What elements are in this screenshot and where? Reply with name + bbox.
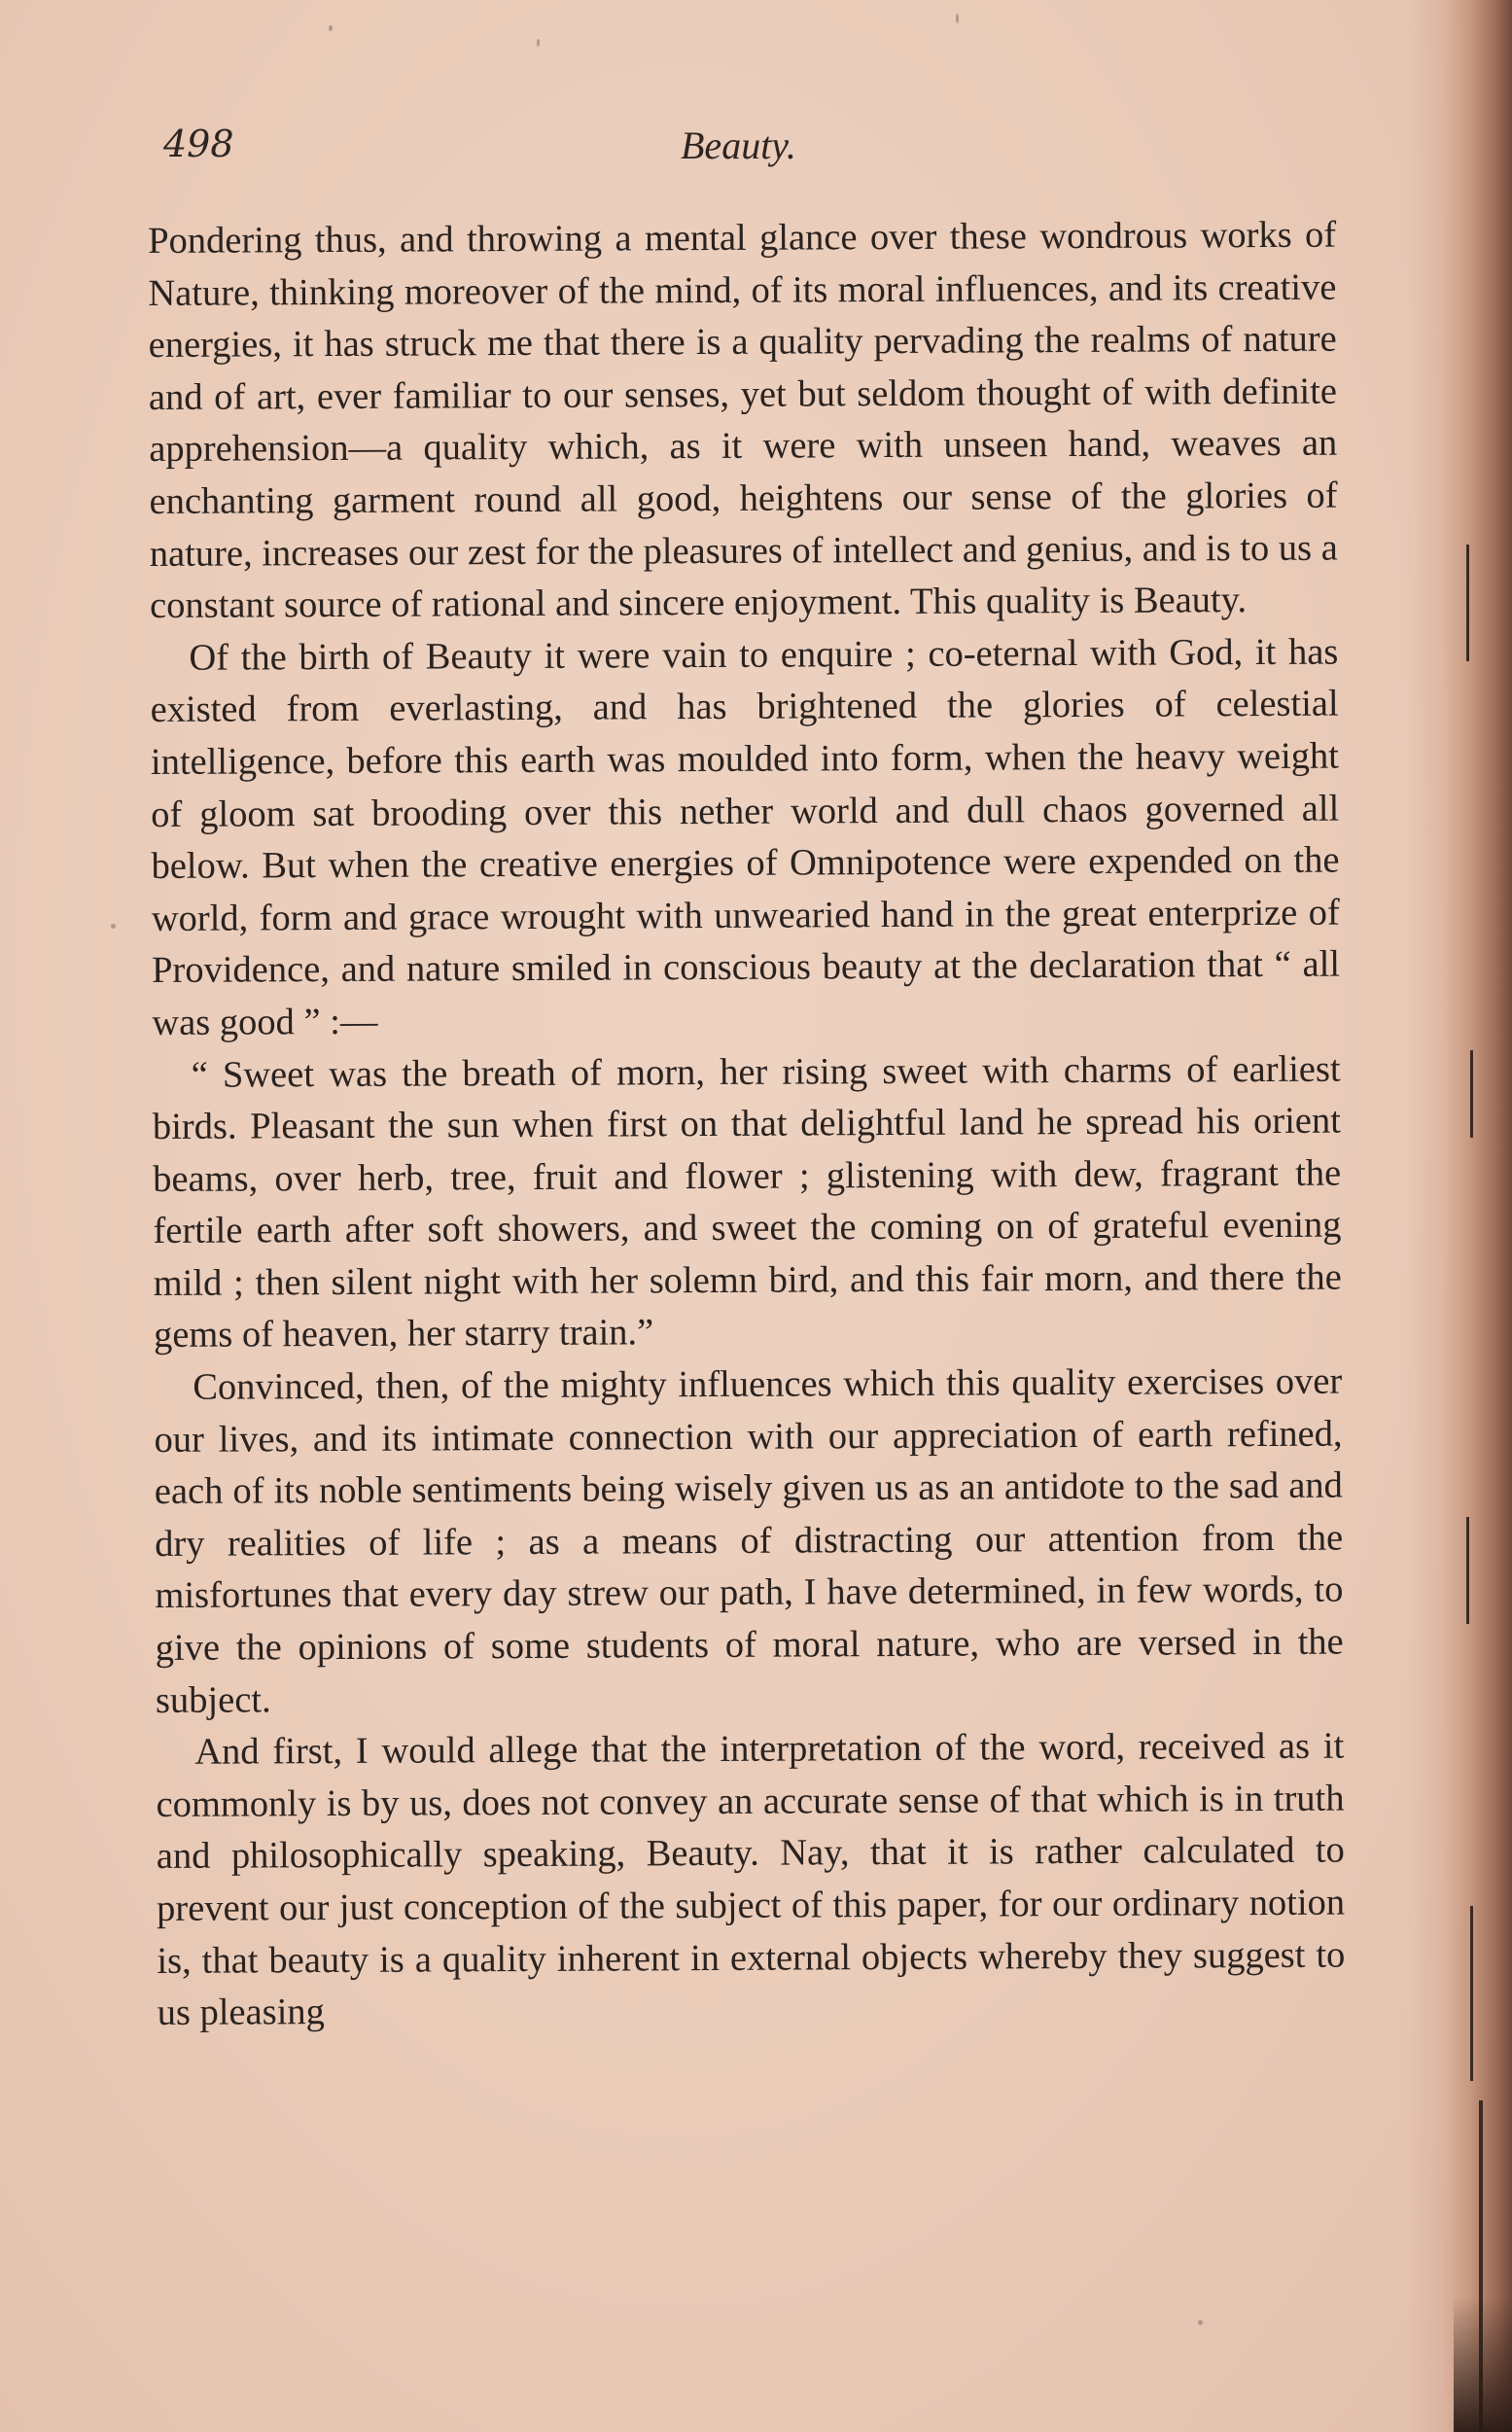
- body-text: [148, 210, 1346, 2040]
- running-title: Beauty.: [681, 123, 796, 167]
- paragraph: Pondering thus, and throwing a mental glance over these wondrous works of Nature, thinking moreover of the mind, of its moral influences, and its creative energies, it has struck me that there is a quality pervading the realms of nature and of art, ever familiar to our senses, yet but seldom thought of with definite apprehension—a quality which, as it were with unseen hand, weaves an enchanting garment round all good, heightens our sense of the glories of nature, increases our zest for the pleasures of intellect and genius, and is to us a constant source of rational and sincere enjoyment. This quality is Beauty.: [148, 214, 1338, 627]
- paragraph: Of the birth of Beauty it were vain to enquire ; co-eternal with God, it has existed from everlasting, and has brightened the glories of celestial intelligence, before this earth was moulded into form, when the heavy weight of gloom sat brooding over this nether world and dull chaos governed all below. But when the creative energies of Omnipotence were expended on the world, form and grace wrought with unwearied hand in the great enterprize of Providence, and nature smiled in conscious beauty at the declaration that “ all was good ” :—: [150, 631, 1341, 1043]
- binding-edge-line: [1470, 1050, 1473, 1138]
- paper-speck: [956, 14, 959, 23]
- paper-speck: [1198, 2320, 1203, 2325]
- paper-speck: [329, 25, 333, 31]
- paper-speck: [537, 39, 540, 47]
- page-gutter-shadow: [1405, 0, 1512, 2432]
- page-corner-shadow: [1454, 2296, 1512, 2432]
- binding-edge-line: [1466, 1517, 1469, 1624]
- page-header: [163, 123, 1330, 181]
- paragraph: And first, I would allege that the interpretation of the word, received as it commonly is by us, does not convey an accurate sense of that which is in truth and philosophically speaking, Beauty. Nay, that it is rather calculated to prevent our just conception of the subject of this paper, for our ordinary notion is, that beauty is a quality inherent in external objects whereby they suggest to us pleasing: [156, 1725, 1346, 2034]
- quotation-paragraph: “ Sweet was the breath of morn, her rising sweet with charms of earliest birds. Pleasant the sun when first on that delightful land he spread his orient beams, over herb, tree, fruit and flower ; glistening with dew, fragrant the fertile earth after soft showers, and sweet the coming on of grateful evening mild ; then silent night with her solemn bird, and this fair morn, and there the gems of heaven, her starry train.”: [152, 1048, 1342, 1357]
- page-number: 498: [163, 123, 234, 165]
- paragraph: Convinced, then, of the mighty influences which this quality exercises over our lives, and its intimate connection with our appreciation of earth refined, each of its noble sentiments being wisely given us as an antidote to the sad and dry realities of life ; as a means of distracting our attention from the misfortunes that every day strew our path, I have determined, in few words, to give the opinions of some students of moral nature, who are versed in the subject.: [154, 1360, 1344, 1721]
- binding-edge-line: [1470, 1906, 1473, 2081]
- binding-edge-line: [1466, 545, 1469, 661]
- paper-speck: [111, 924, 116, 929]
